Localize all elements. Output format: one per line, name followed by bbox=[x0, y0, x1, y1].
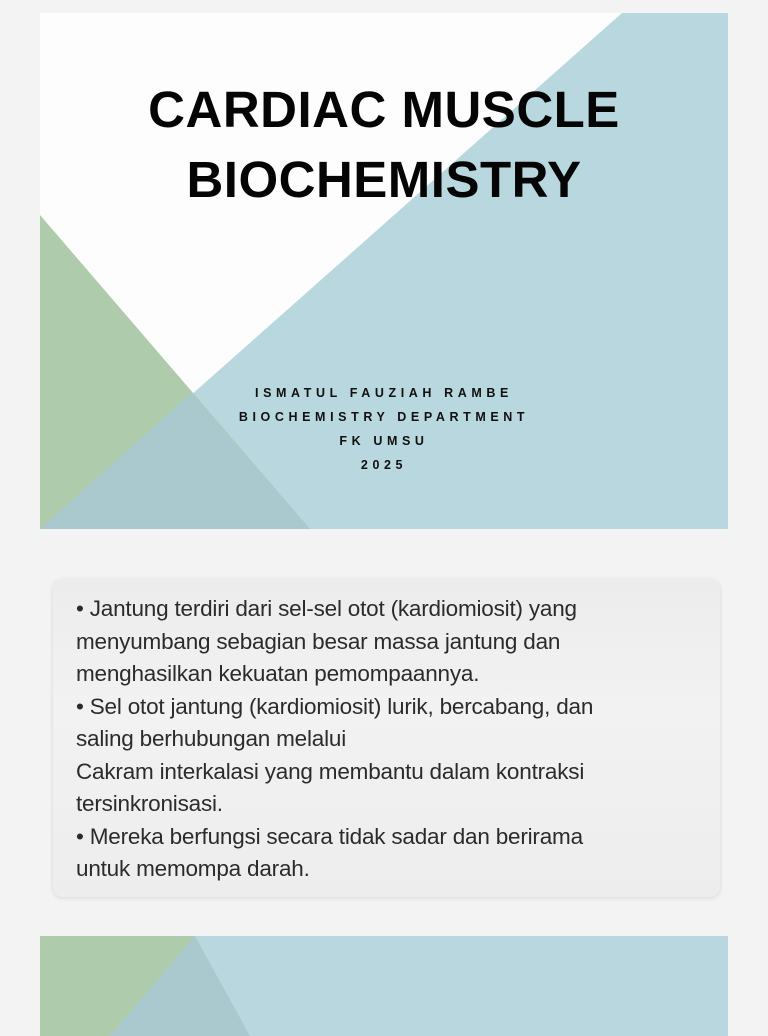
card-line: tersinkronisasi. bbox=[76, 791, 223, 816]
card-line: • Sel otot jantung (kardiomiosit) lurik, bercabang, dan bbox=[76, 693, 594, 719]
next-slide-background-shapes bbox=[40, 936, 728, 1036]
card-line: saling berhubungan melalui bbox=[76, 726, 346, 751]
next-slide-preview bbox=[40, 936, 728, 1036]
card-line: • Mereka berfungsi secara tidak sadar dan berirama bbox=[76, 823, 583, 849]
slide-title-line-2: BIOCHEMISTRY bbox=[186, 151, 582, 208]
slide-title bbox=[40, 75, 728, 215]
card-line: untuk memompa darah. bbox=[76, 856, 310, 881]
card-line: menyumbang sebagian besar massa jantung dan bbox=[76, 628, 561, 654]
year-label: 2025 bbox=[360, 458, 408, 472]
author-name: ISMATUL FAUZIAH RAMBE bbox=[255, 386, 513, 400]
card-line: Cakram interkalasi yang membantu dalam kontraksi bbox=[76, 758, 585, 784]
title-slide bbox=[40, 13, 728, 529]
institution-name: FK UMSU bbox=[339, 434, 429, 448]
slide-subtitle-block bbox=[40, 381, 728, 477]
slide-title-line-1: CARDIAC MUSCLE bbox=[148, 81, 620, 138]
card-line: • Jantung terdiri dari sel-sel otot (kardiomiosit) yang bbox=[76, 596, 577, 621]
text-card bbox=[53, 579, 720, 897]
department-name: BIOCHEMISTRY DEPARTMENT bbox=[238, 410, 530, 424]
card-line: menghasilkan kekuatan pemompaannya. bbox=[76, 661, 480, 686]
card-paragraph bbox=[76, 593, 702, 886]
